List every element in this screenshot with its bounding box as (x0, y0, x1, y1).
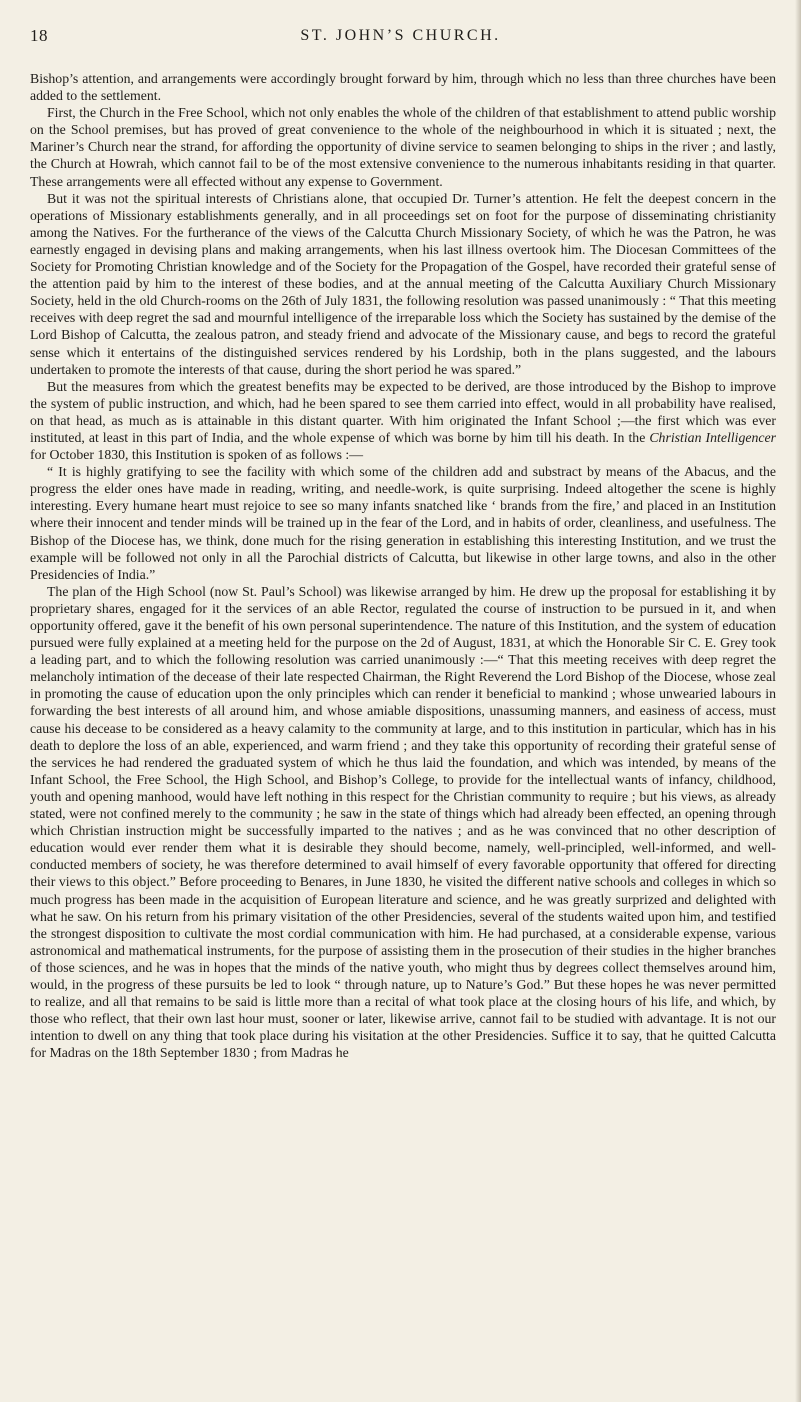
page-header (0, 0, 801, 60)
paragraph-4-text-b: for October 1830, this Institution is spoken of as follows :— (30, 447, 364, 463)
paragraph-2: First, the Church in the Free School, which not only enables the whole of the children of that establishment to attend public worship on the School premises, but has proved of great convenience to the whole of the neighbourhood in which it is situated ; next, the Mariner’s Church near the strand, for affording the opportunity of divine service to seamen belonging to ships in the river ; and lastly, the Church at Howrah, which cannot fail to be of the most extensive convenience to the numerous inhabitants residing in that quarter. These arrangements were all effected without any expense to Government. (30, 105, 776, 189)
paragraph-1: Bishop’s attention, and arrangements were accordingly brought forward by him, through which no less than three churches have been added to the settlement. (30, 71, 776, 104)
paragraph-4 (30, 378, 776, 463)
body-text (30, 70, 776, 1061)
page-number: 18 (30, 26, 48, 45)
paragraph-3: But it was not the spiritual interests of Christians alone, that occupied Dr. Turner’s attention. He felt the deepest concern in the operations of Missionary establishments generally, and in all proceedings set on foot for the purpose of disseminating christianity among the Natives. For the furtherance of the views of the Calcutta Church Missionary Society, of which he was the Patron, he was earnestly engaged in devising plans and making arrangements, when his last illness overtook him. The Diocesan Committees of the Society for Promoting Christian knowledge and of the Society for the Propagation of the Gospel, have recorded their grateful sense of the attention paid by him to the interest of these bodies, and at the annual meeting of the Calcutta Auxiliary Church Missionary Society, held in the old Church-rooms on the 26th of July 1831, the following resolution was passed unanimously : “ That this meeting receives with deep regret the sad and mournful intelligence of the irreparable loss which the Society has sustained by the demise of the Lord Bishop of Calcutta, the zealous patron, and steady friend and advocate of the Missionary cause, and begs to record the grateful sense which it entertains of the distinguished services rendered by his Lordship, both in the plans suggested, and the labours undertaken to promote the interests of that cause, during the short period he was spared.” (30, 190, 776, 377)
page-edge-shadow (795, 0, 801, 1402)
paragraph-6: The plan of the High School (now St. Paul’s School) was likewise arranged by him. He drew up the proposal for establishing it by proprietary shares, engaged for it the services of an able Rector, regulated the course of instruction to be pursued in it, and when opportunity offered, gave it the benefit of his own personal superintendence. The nature of this Institution, and the system of education pursued were fully explained at a meeting held for the purpose on the 2d of August, 1831, at which the Honorable Sir C. E. Grey took a leading part, and to which the following resolution was carried unanimously :—“ That this meeting receives with deep regret the melancholy intimation of the decease of their late respected Chairman, the Right Reverend the Lord Bishop of the Diocese, whose zeal in promoting the cause of education upon the only principles which can render it beneficial to mankind ; whose unwearied labours in forwarding the best interests of all around him, and whose amiable dispositions, unassuming manners, and easiness of access, must cause his decease to be considered as a heavy calamity to the community at large, and to this institution in particular, which has in his death to deplore the loss of an able, experienced, and warm friend ; and they take this opportunity of recording their grateful sense of the services he had rendered the graduated system of which he thus laid the foundation, and which was intended, by means of the Infant School, the Free School, the High School, and Bishop’s College, to provide for the intellectual wants of infancy, childhood, youth and opening manhood, would have left nothing in this respect for the Christian community to require ; but his views, as already stated, were not confined merely to the community ; he saw in the state of things which had already been effected, an opening through which Christian instruction might be successfully imparted to the natives ; and as he was convinced that no other description of education would ever render them what it is desirable they should become, namely, well-principled, well-informed, and well-conducted members of society, he was therefore determined to avail himself of every favorable opportunity that offered for directing their views to this object.” Before proceeding to Benares, in June 1830, he visited the different native schools and colleges in which so much progress has been made in the acquisition of European literature and science, and he was greatly surprized and delighted with what he saw. On his return from his primary visitation of the other Presidencies, several of the students waited upon him, and testified the strongest disposition to cultivate the most cordial communication with him. He had purchased, at a considerable expense, various astronomical and mathematical instruments, for the purpose of assisting them in the prosecution of their studies in the higher branches of those sciences, and he was in hopes that the minds of the native youth, who might thus by degrees collect themselves around him, would, in the progress of these pursuits be led to look “ through nature, up to Nature’s God.” But these hopes he was never permitted to realize, and all that remains to be said is little more than a recital of what took place at the closing hours of his life, and which, by those who reflect, that their own last hour must, sooner or later, likewise arrive, cannot fail to be studied with advantage. It is not our intention to dwell on any thing that took place during his visitation at the other Presidencies. Suffice it to say, that he quitted Calcutta for Madras on the 18th September 1830 ; from Madras he (30, 583, 776, 1061)
publication-title: Christian Intelligencer (649, 429, 776, 445)
running-title: ST. JOHN’S CHURCH. (300, 27, 501, 44)
paragraph-4-text-a: But the measures from which the greatest benefits may be expected to be derived, are those introduced by the Bishop to improve the system of public instruction, and which, had he been spared to see them carried into effect, would in all probability have realised, on that head, as much as is attainable in this distant quarter. With him originated the Infant School ;—the first which was ever instituted, at least in this part of India, and the whole expense of which was borne by him till his death. In the (30, 378, 776, 445)
quoted-passage: “ It is highly gratifying to see the facility with which some of the children add and substract by means of the Abacus, and the progress the elder ones have made in reading, writing, and needle-work, is quite surprising. Indeed altogether the scene is highly interesting. Every humane heart must rejoice to see so many infants snatched like ‘ brands from the fire,’ and placed in an Institution where their innocent and tender minds will be trained up in the fear of the Lord, and in habits of order, cleanliness, and usefulness. The Bishop of the Diocese has, we think, done much for the rising generation in establishing this interesting Institution, and we trust the example will be followed not only in all the Parochial districts of Calcutta, but likewise in other large towns, and also in the other Presidencies of India.” (30, 464, 776, 582)
